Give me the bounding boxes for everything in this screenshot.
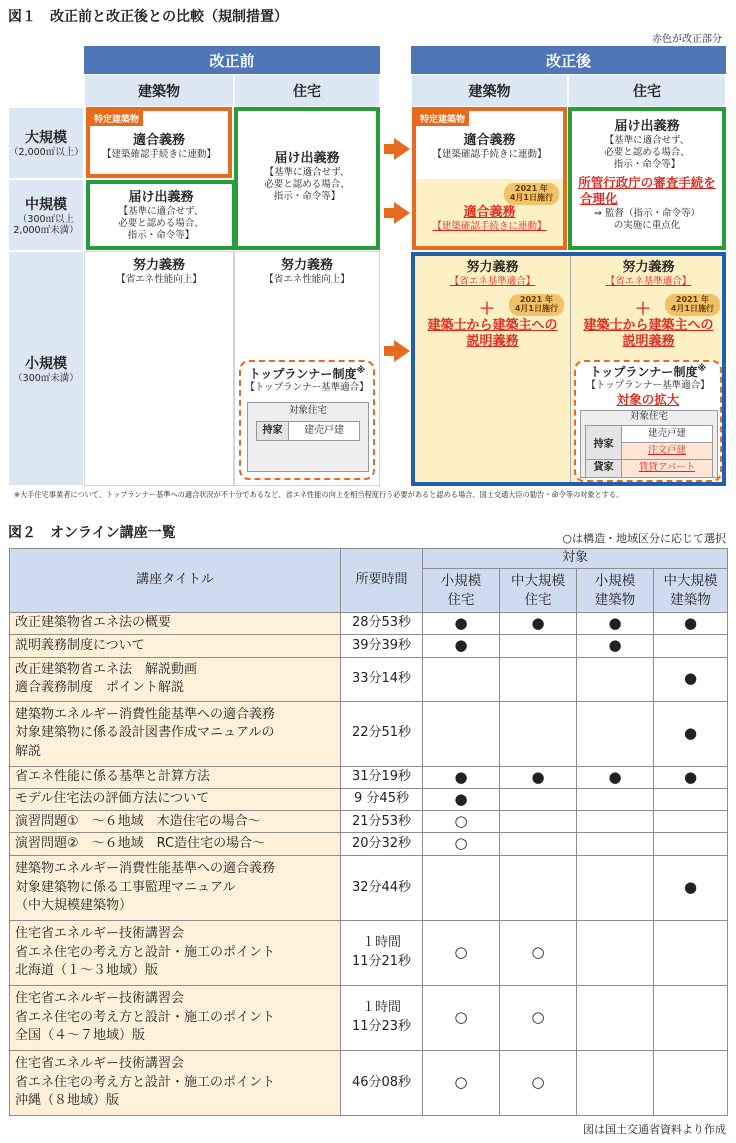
table-row: [10, 701, 728, 766]
fig1-title: 図１ 改正前と改正後との比較（規制措置）: [8, 9, 288, 25]
before-header: 改正前: [84, 46, 380, 74]
head-target: 対象: [423, 549, 728, 569]
head-col-line: 小規模: [440, 573, 482, 590]
course-title: [10, 635, 341, 657]
plus-building: ＋: [479, 299, 496, 318]
course-time-line: 20分32秒: [351, 835, 412, 851]
doryoku-after-house-label: 努力義務: [622, 260, 675, 275]
target-mark: [500, 855, 577, 920]
target-mark: [500, 833, 577, 855]
target-mark: ○: [423, 833, 500, 855]
fig2-note: ○は構造・地域区分に応じて選択: [562, 532, 726, 545]
todokede-house-sub1: 【基準に適合せず、: [264, 167, 350, 179]
row-large-sub: （2,000㎡以上）: [9, 147, 84, 159]
target-mark: [577, 985, 654, 1050]
row-large: [8, 107, 84, 179]
doryoku-label: 努力義務: [132, 258, 185, 273]
setsumei-building-2: 説明義務: [466, 334, 519, 350]
target-mark: [500, 657, 577, 701]
shoene-kijun-house: 【省エネ基準適合】: [605, 276, 692, 288]
target-mark: [654, 1050, 728, 1115]
target-mark: [654, 833, 728, 855]
after-small: [411, 252, 726, 486]
course-title-line: 住宅省エネルギー技術講習会: [15, 1056, 185, 1072]
course-time-line: 22分51秒: [351, 725, 412, 741]
target-mark: ●: [423, 635, 500, 657]
plus-house: ＋: [635, 299, 652, 318]
setsumei-house-1: 建築士から建築主への: [583, 318, 714, 333]
target-mark: [500, 788, 577, 810]
row-medium-label: 中規模: [25, 196, 67, 213]
toprunner-after-label: トップランナー制度: [589, 365, 698, 379]
course-time-line: 11分23秒: [351, 1018, 412, 1034]
row-medium-sub2: 2,000㎡未満）: [13, 225, 79, 236]
course-title-line: 省エネ住宅の考え方と設計・施工のポイント: [15, 1009, 276, 1025]
target-mark: ●: [654, 657, 728, 701]
tekigo-after-label: 適合義務: [463, 133, 516, 148]
course-title-line: 説明義務制度について: [15, 637, 145, 653]
target-mark: [654, 788, 728, 810]
course-title: [10, 985, 341, 1050]
doryoku-after-label: 努力義務: [466, 260, 519, 275]
row-medium-sub1: （300㎡以上: [17, 213, 75, 225]
head-col-line: 中大規模: [663, 573, 718, 590]
target-mark: [654, 985, 728, 1050]
fig1-legend-note: 赤色が改正部分: [652, 34, 722, 45]
todokede-sub2: 必要と認める場合、: [118, 218, 204, 230]
todokede-after-sub1: 【基準に適合せず、: [604, 135, 690, 147]
toprunner-after-mark: ※: [697, 364, 707, 374]
todokede-sub3: 指示・命令等】: [127, 230, 195, 241]
course-time: [341, 811, 423, 833]
target-mark: ○: [423, 811, 500, 833]
course-time-line: 32分44秒: [351, 879, 412, 895]
before-col-building: 建築物: [84, 74, 234, 107]
course-title: [10, 833, 341, 855]
course-time: [341, 788, 423, 810]
course-title: [10, 920, 341, 985]
target-mark: ○: [423, 1050, 500, 1115]
fig2-source: 図は国土交通省資料より作成: [583, 1123, 726, 1136]
head-col-0: [423, 569, 500, 613]
doryoku-sub: 【省エネ性能向上】: [116, 274, 202, 286]
toprunner-label: トップランナー制度: [248, 367, 357, 381]
badge-small-house-date: 4月1日施行: [670, 303, 714, 313]
after-small-building: [415, 256, 570, 482]
course-title-line: 沖縄（８地域）版: [15, 1093, 120, 1108]
toprunner-box-after: [574, 360, 722, 482]
chintai-after: 賃貸アパート: [622, 460, 712, 477]
target-mark: ○: [500, 985, 577, 1050]
doryoku-house-sub: 【省エネ性能向上】: [264, 274, 350, 286]
table-row: [10, 833, 728, 855]
target-mark: ●: [577, 613, 654, 635]
taisho-jutaku-before: 対象住宅: [288, 405, 327, 416]
todokede-after-label: 届け出義務: [614, 119, 680, 134]
fig2-title: 図２ オンライン講座一覧: [8, 525, 176, 541]
course-title: [10, 613, 341, 635]
head-col-line: 中大規模: [511, 573, 565, 590]
course-time: [341, 920, 423, 985]
course-title-line: 演習問題① ～６地域 木造住宅の場合～: [15, 813, 261, 829]
review-line2: 合理化: [580, 190, 618, 206]
target-mark: [577, 1050, 654, 1115]
todokede-house-label: 届け出義務: [274, 151, 340, 166]
after-building-large-medium: [412, 107, 567, 250]
head-col-line: 住宅: [447, 591, 475, 608]
target-mark: ●: [577, 766, 654, 788]
tekigo-new-label: 適合義務: [463, 205, 516, 220]
table-row: [10, 657, 728, 701]
course-title: [10, 766, 341, 788]
fig1-footnote: ※大手住宅事業者について、トップランナー基準への適合状況が不十分であるなど、省エネ性能の向上を相当程度行う必要があると認める場合、国土交通大臣の勧告・命令等の対象とする。: [14, 490, 624, 499]
course-title-line: 北海道（１～３地域）版: [15, 963, 159, 978]
row-small-label: 小規模: [25, 355, 67, 372]
mochiie-after: 持家: [586, 426, 622, 459]
course-time-line: 21分53秒: [351, 813, 412, 829]
course-time: [341, 635, 423, 657]
course-title: [10, 1050, 341, 1115]
todokede-after-sub2: 必要と認める場合、: [604, 147, 690, 159]
kantoku-line2: の実施に重点化: [613, 220, 681, 231]
kashiya-after: 貸家: [586, 460, 622, 477]
target-mark: ●: [423, 766, 500, 788]
course-table: [9, 548, 728, 1116]
arrow-small: [384, 340, 410, 362]
course-time-line: 11分21秒: [351, 953, 412, 969]
target-mark: ○: [500, 920, 577, 985]
course-title-line: 住宅省エネルギー技術講習会: [15, 991, 185, 1007]
row-large-label: 大規模: [25, 130, 67, 147]
before-small-house: [234, 251, 380, 486]
target-mark: [577, 855, 654, 920]
course-title-line: 改正建築物省エネ法 解説動画: [15, 661, 198, 677]
course-time-line: 33分14秒: [351, 670, 412, 686]
course-time: [341, 657, 423, 701]
badge-medium-year: 2021 年: [514, 184, 548, 193]
target-mark: [654, 635, 728, 657]
target-mark: ○: [500, 1050, 577, 1115]
course-time: [341, 766, 423, 788]
head-col-3: [654, 569, 728, 613]
toprunner-mark: ※: [356, 366, 366, 376]
course-time: [341, 985, 423, 1050]
course-title-line: 全国（４～７地域）版: [15, 1028, 146, 1043]
course-title-line: 省エネ住宅の考え方と設計・施工のポイント: [15, 1074, 276, 1090]
table-row: [10, 1050, 728, 1115]
table-row: [10, 788, 728, 810]
kantoku-line1: ⇒ 監督（指示・命令等）: [594, 208, 700, 220]
review-line1: 所管行政庁の審査手続を: [578, 174, 716, 190]
course-time-line: 28分53秒: [351, 615, 412, 631]
mochiie-before: 持家: [257, 422, 289, 440]
target-mark: [577, 657, 654, 701]
course-time: [341, 833, 423, 855]
course-title: [10, 657, 341, 701]
before-col-house: 住宅: [234, 74, 380, 107]
after-medium-building-new: [416, 179, 563, 246]
setsumei-house-2: 説明義務: [622, 334, 675, 350]
tateuri-after: 建売戸建: [622, 426, 712, 443]
setsumei-building-1: 建築士から建築主への: [427, 318, 558, 333]
course-time-line: 9 分45秒: [354, 791, 409, 807]
course-time-line: 46分08秒: [351, 1074, 412, 1090]
target-mark: [577, 920, 654, 985]
course-title-line: 建築物エネルギー消費性能基準への適合義務: [15, 706, 276, 722]
target-mark: [423, 701, 500, 766]
course-title-line: 適合義務制度 ポイント解説: [15, 680, 185, 696]
toprunner-after-sub: 【トップランナー基準適合】: [586, 380, 710, 391]
chumon-after: 注文戸建: [622, 443, 712, 459]
target-mark: ●: [577, 635, 654, 657]
after-col-building: 建築物: [411, 74, 568, 107]
badge-small-building: [509, 294, 564, 316]
course-time-line: １時間: [361, 1000, 401, 1016]
table-row: [10, 766, 728, 788]
badge-small-house-year: 2021 年: [675, 295, 709, 304]
course-time: [341, 613, 423, 635]
head-col-line: 建築物: [594, 591, 636, 608]
target-mark: ●: [654, 766, 728, 788]
after-small-house: [571, 256, 726, 482]
course-title-line: 建築物エネルギー消費性能基準への適合義務: [15, 861, 276, 877]
after-house-large-medium: [568, 107, 726, 250]
course-title-line: 対象建築物に係る工事監理マニュアル: [15, 879, 236, 895]
target-mark: [577, 811, 654, 833]
toprunner-sub: 【トップランナー基準適合】: [245, 382, 369, 393]
tateuri-before: 建売戸建: [289, 422, 359, 440]
target-mark: [423, 657, 500, 701]
table-row: [10, 613, 728, 635]
before-large-building: [86, 107, 232, 178]
before-small-building: [84, 251, 234, 486]
doryoku-house-label: 努力義務: [280, 258, 333, 273]
target-mark: ●: [500, 766, 577, 788]
row-small-sub: （300㎡未満）: [13, 372, 79, 384]
target-mark: [500, 635, 577, 657]
row-medium: [8, 179, 84, 251]
tekigo-label: 適合義務: [132, 133, 185, 148]
course-title: [10, 701, 341, 766]
toprunner-box-before: [239, 360, 375, 480]
todokede-after-sub3: 指示・命令等】: [613, 159, 681, 170]
todokede-house-sub3: 指示・命令等】: [273, 191, 341, 202]
course-time-line: 31分19秒: [351, 769, 412, 785]
course-title-line: （中大規模建築物）: [15, 898, 133, 913]
row-small: [8, 251, 84, 486]
course-time: [341, 701, 423, 766]
after-header: 改正後: [411, 46, 726, 74]
course-title: [10, 788, 341, 810]
target-mark: [423, 855, 500, 920]
course-time-line: 39分39秒: [351, 637, 412, 653]
course-time: [341, 1050, 423, 1115]
target-mark: [500, 811, 577, 833]
target-mark: ●: [654, 855, 728, 920]
badge-medium-date: 4月1日施行: [509, 192, 553, 202]
badge-small-building-date: 4月1日施行: [514, 303, 558, 313]
head-col-1: [500, 569, 577, 613]
arrow-large: [384, 138, 410, 160]
table-row: [10, 920, 728, 985]
tekigo-new-sub: 【建築確認手続きに連動】: [432, 221, 547, 233]
table-row: [10, 855, 728, 920]
before-house-large-medium: [234, 107, 380, 250]
course-time-line: １時間: [361, 935, 401, 951]
target-mark: [500, 701, 577, 766]
target-mark: ○: [423, 985, 500, 1050]
target-mark: ●: [423, 613, 500, 635]
target-mark: [654, 811, 728, 833]
head-col-2: [577, 569, 654, 613]
head-title: 講座タイトル: [10, 549, 341, 613]
course-title-line: 住宅省エネルギー技術講習会: [15, 926, 185, 942]
target-mark: [654, 920, 728, 985]
table-row: [10, 985, 728, 1050]
target-mark: ○: [423, 920, 500, 985]
course-title: [10, 855, 341, 920]
course-title-line: 改正建築物省エネ法の概要: [15, 615, 172, 631]
table-row: [10, 811, 728, 833]
target-mark: [577, 833, 654, 855]
course-title-line: 省エネ性能に係る基準と計算方法: [15, 769, 211, 785]
target-mark: [577, 788, 654, 810]
course-title: [10, 811, 341, 833]
course-title-line: 対象建築物に係る設計図書作成マニュアルの: [15, 725, 275, 741]
target-mark: ●: [423, 788, 500, 810]
badge-medium: [504, 183, 559, 205]
arrow-medium: [384, 202, 410, 224]
tekigo-sub: 【建築確認手続きに連動】: [101, 149, 216, 161]
target-mark: ●: [500, 613, 577, 635]
taisho-jutaku-after: 対象住宅: [629, 411, 668, 422]
course-title-line: 省エネ住宅の考え方と設計・施工のポイント: [15, 944, 276, 960]
target-mark: [577, 701, 654, 766]
head-time: 所要時間: [341, 549, 423, 613]
before-medium-building: [86, 180, 236, 250]
shoene-kijun-building: 【省エネ基準適合】: [449, 276, 536, 288]
head-col-line: 小規模: [594, 573, 636, 590]
head-col-line: 住宅: [524, 591, 552, 608]
tokutei-tag: 特定建築物: [90, 111, 143, 126]
course-title-line: モデル住宅法の評価方法について: [15, 791, 210, 807]
badge-small-house: [665, 294, 720, 316]
todokede-sub1: 【基準に適合せず、: [118, 206, 204, 218]
target-mark: ●: [654, 613, 728, 635]
target-mark: ●: [654, 701, 728, 766]
course-title-line: 演習問題② ～６地域 RC造住宅の場合～: [15, 835, 266, 851]
todokede-house-sub2: 必要と認める場合、: [264, 179, 350, 191]
todokede-label: 届け出義務: [128, 190, 194, 205]
course-title-line: 解説: [15, 743, 42, 759]
table-row: [10, 635, 728, 657]
tokutei-tag-after: 特定建築物: [416, 111, 469, 126]
badge-small-building-year: 2021 年: [519, 295, 553, 304]
course-time: [341, 855, 423, 920]
after-col-house: 住宅: [568, 74, 726, 107]
head-col-line: 建築物: [670, 591, 711, 608]
tekigo-after-sub: 【建築確認手続きに連動】: [432, 149, 547, 161]
kakudai-label: 対象の拡大: [616, 391, 680, 407]
